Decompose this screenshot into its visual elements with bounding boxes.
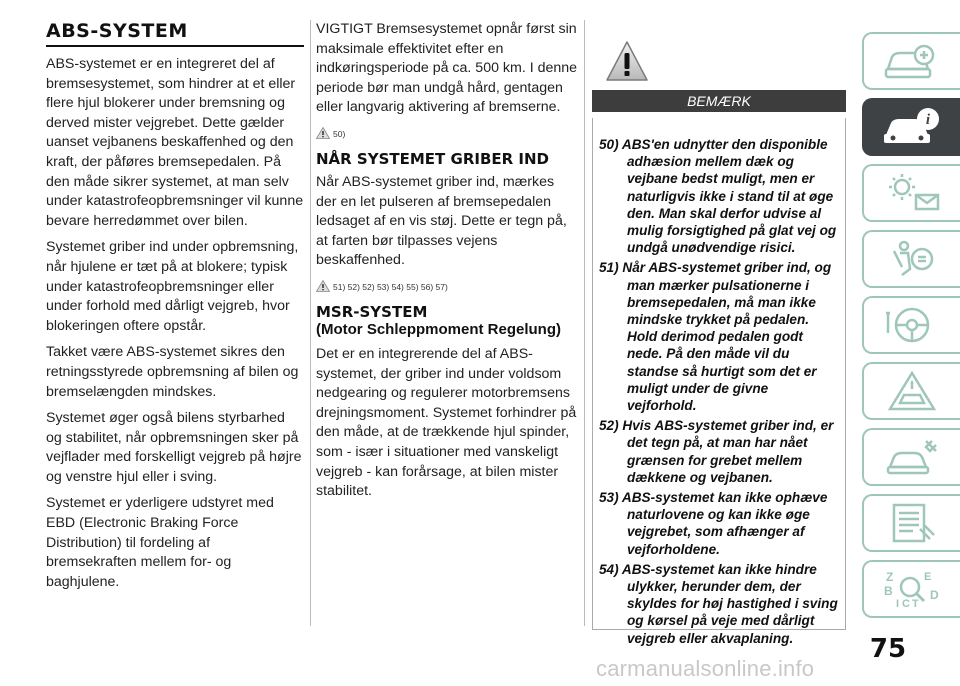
car-info-icon xyxy=(880,105,944,149)
tab-emergency[interactable] xyxy=(862,362,960,420)
column-2 xyxy=(316,20,578,509)
svg-text:Z: Z xyxy=(886,570,894,584)
notice-item: 52) Hvis ABS-systemet griber ind, er det tegn på, at man har nået grænsen for grebet mellem dækkene og vejbanen. xyxy=(599,418,834,485)
svg-text:E: E xyxy=(924,571,932,583)
car-maintenance-icon xyxy=(880,435,944,479)
paragraph: Det er en integrerende del af ABS-systemet, der griber ind under voldsom nedgearing og regulerer motorbremsens drejningsmoment. Systemet forhindrer på den måde, at de trækkende hjul spinder, som - især i situationer med vanskeligt vejgreb - kan forårsage, at bilen mister stabilitet. xyxy=(316,345,577,500)
reference-numbers: 50) xyxy=(333,128,346,139)
section-heading-abs: ABS-SYSTEM xyxy=(46,20,188,42)
tab-steering[interactable] xyxy=(862,296,960,354)
warning-triangle-icon xyxy=(316,280,330,292)
chapter-sidebar xyxy=(862,32,960,626)
paragraph: Systemet er yderligere udstyret med EBD (Electronic Braking Force Distribution) til fordeling af bremsekraften mellem for- og baghjulene. xyxy=(46,495,274,590)
paragraph: ABS-systemet er en integreret del af bremsesystemet, som hindrer at et eller flere hjul blokerer under bremsning og derved mister vejgrebet. Dette gælder uanset vejbanens beskaffenhed og den kraft, der påføres bremsepedalen. På den måde sikrer systemet, at man selv under katastrofeopbremsninger vil kunne bevare herredømmet over bilen. xyxy=(46,56,304,229)
warning-reference xyxy=(316,280,578,292)
notice-item: 50) ABS'en udnytter den disponible adhæsion mellem dæk og vejbane bedst muligt, men er naturligvis ikke i stand til at øge den. Man skal derfor udvise al mulig forsigtighed på glat vej og undgå unødvendige risici. xyxy=(599,137,837,256)
tab-maintenance[interactable] xyxy=(862,428,960,486)
lights-icon xyxy=(880,171,944,215)
specifications-icon xyxy=(880,501,944,545)
notice-item: 51) Når ABS-systemet griber ind, og man mærker pulsationerne i bremsepedalen, må man ikke mindske trykket på pedalen. Hold derimod pedalen godt nede. På den måde vil du standse så hurtigt som det er muligt under de givne vejforhold. xyxy=(599,260,832,414)
tab-dashboard[interactable] xyxy=(862,32,960,90)
dashboard-car-icon xyxy=(880,39,944,83)
column-1 xyxy=(46,20,304,599)
tab-car-info[interactable] xyxy=(862,98,960,156)
watermark: carmanualsonline.info xyxy=(596,656,815,681)
paragraph: Når ABS-systemet griber ind, mærkes der en let pulseren af bremsepedalen ledsaget af en vis støj. Dette er tegn på, at farten bør tilpasses vejens beskaffenhed. xyxy=(316,173,567,269)
section-subheading-msr: (Motor Schleppmoment Regelung) xyxy=(316,320,561,338)
heading-rule xyxy=(46,45,304,47)
section-heading-intervention: NÅR SYSTEMET GRIBER IND xyxy=(316,149,549,168)
tab-index[interactable] xyxy=(862,560,960,618)
svg-text:T: T xyxy=(912,598,919,610)
warning-triangle-icon xyxy=(605,40,649,84)
tab-airbag[interactable] xyxy=(862,230,960,288)
notice-banner: BEMÆRK xyxy=(592,90,846,112)
paragraph: Systemet griber ind under opbremsning, når hjulene er tæt på at blokere; typisk under katastrofeopbremsninger eller under forhold med dårligt vejgreb, hvor blokeringen oftere opstår. xyxy=(46,239,299,334)
tab-lights[interactable] xyxy=(862,164,960,222)
svg-text:B: B xyxy=(884,584,893,598)
paragraph: Takket være ABS-systemet sikres den retningsstyrede opbremsning af bilen og bremselængden mindskes. xyxy=(46,344,299,400)
warning-car-icon xyxy=(880,369,944,413)
svg-text:C: C xyxy=(902,598,910,610)
svg-text:D: D xyxy=(930,588,939,602)
index-icon xyxy=(880,567,944,611)
notice-item: 54) ABS-systemet kan ikke hindre ulykker, herunder dem, der skyldes for høj hastighed i sving og kørsel på veje med dårligt vejgreb eller akvaplaning. xyxy=(599,561,838,646)
paragraph: Systemet øger også bilens styrbarhed og stabilitet, når opbremsningen sker på vejflader med forskelligt vejgreb på højre og venstre hjul eller i sving. xyxy=(46,410,302,485)
important-note: VIGTIGT Bremsesystemet opnår først sin maksimale effektivitet efter en indkøringsperiode på ca. 500 km. I denne periode bør man undgå hård, gentagen eller langvarig aktivering af bremserne. xyxy=(316,21,578,116)
steering-wheel-icon xyxy=(880,303,944,347)
section-heading-msr: MSR-SYSTEM xyxy=(316,302,428,321)
airbag-icon xyxy=(880,237,944,281)
page-number: 75 xyxy=(869,634,907,664)
warning-triangle-icon xyxy=(316,127,330,139)
warning-reference xyxy=(316,127,578,139)
column-divider xyxy=(584,20,585,626)
svg-text:I: I xyxy=(896,598,900,610)
reference-numbers: 51) 52) 52) 53) 54) 55) 56) 57) xyxy=(333,281,448,292)
tab-specifications[interactable] xyxy=(862,494,960,552)
notice-box xyxy=(592,118,846,646)
svg-text:i: i xyxy=(925,112,931,128)
column-divider xyxy=(310,20,311,626)
notice-item: 53) ABS-systemet kan ikke ophæve naturlovene og kan ikke øge vejgrebet, som afhænger af vejforholdene. xyxy=(599,490,828,557)
